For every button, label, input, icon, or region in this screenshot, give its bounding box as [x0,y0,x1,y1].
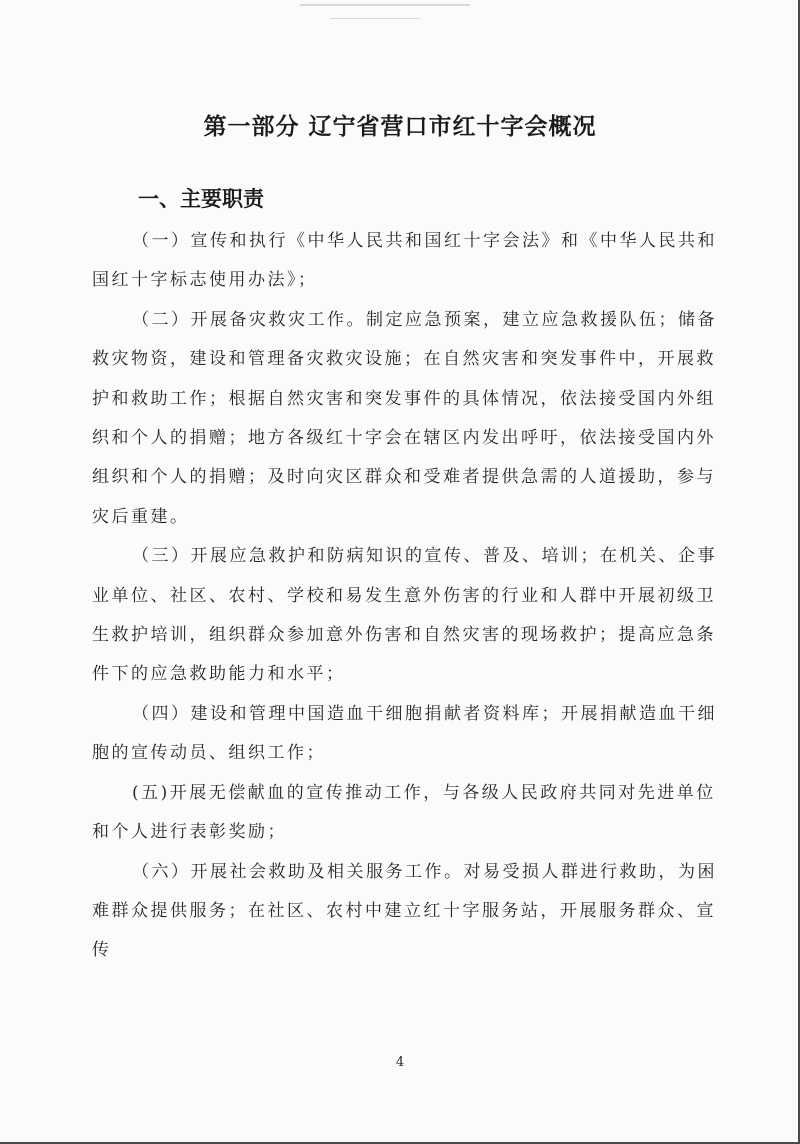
page-title: 第一部分 辽宁省营口市红十字会概况 [203,113,597,140]
section-heading: 一、主要职责 [138,187,264,211]
paragraph-5: (五)开展无偿献血的宣传推动工作，与各级人民政府共同对先进单位和个人进行表彰奖励； [92,782,716,843]
scan-artifact [300,4,470,6]
paragraph-3: （三）开展应急救护和防病知识的宣传、普及、培训；在机关、企事业单位、社区、农村、学校和易发生意外伤害的行业和人群中开展初级卫生救护培训，组织群众参加意外伤害和自然灾害的现场救护；提高应急条件下的应急救助能力和水平； [92,546,717,685]
paragraph-6: （六）开展社会救助及相关服务工作。对易受损人群进行救助，为困难群众提供服务；在社区、农村中建立红十字服务站，开展服务群众、宣传 [92,861,717,961]
paragraph-4: （四）建设和管理中国造血干细胞捐献者资料库；开展捐献造血干细胞的宣传动员、组织工作； [92,703,717,764]
document-body [92,222,724,971]
paragraph-1: （一）宣传和执行《中华人民共和国红十字会法》和《中华人民共和国红十字标志使用办法》； [92,231,717,291]
scan-artifact [330,18,420,19]
page-number: 4 [395,1055,405,1070]
paragraph-2: （二）开展备灾救灾工作。制定应急预案，建立应急救援队伍；储备救灾物资，建设和管理备灾救灾设施；在自然灾害和突发事件中，开展救护和救助工作；根据自然灾害和突发事件的具体情况，依法接受国内外组织和个人的捐赠；地方各级红十字会在辖区内发出呼吁，依法接受国内外组织和个人的捐赠；及时向灾区群众和受难者提供急需的人道援助，参与灾后重建。 [92,309,717,527]
